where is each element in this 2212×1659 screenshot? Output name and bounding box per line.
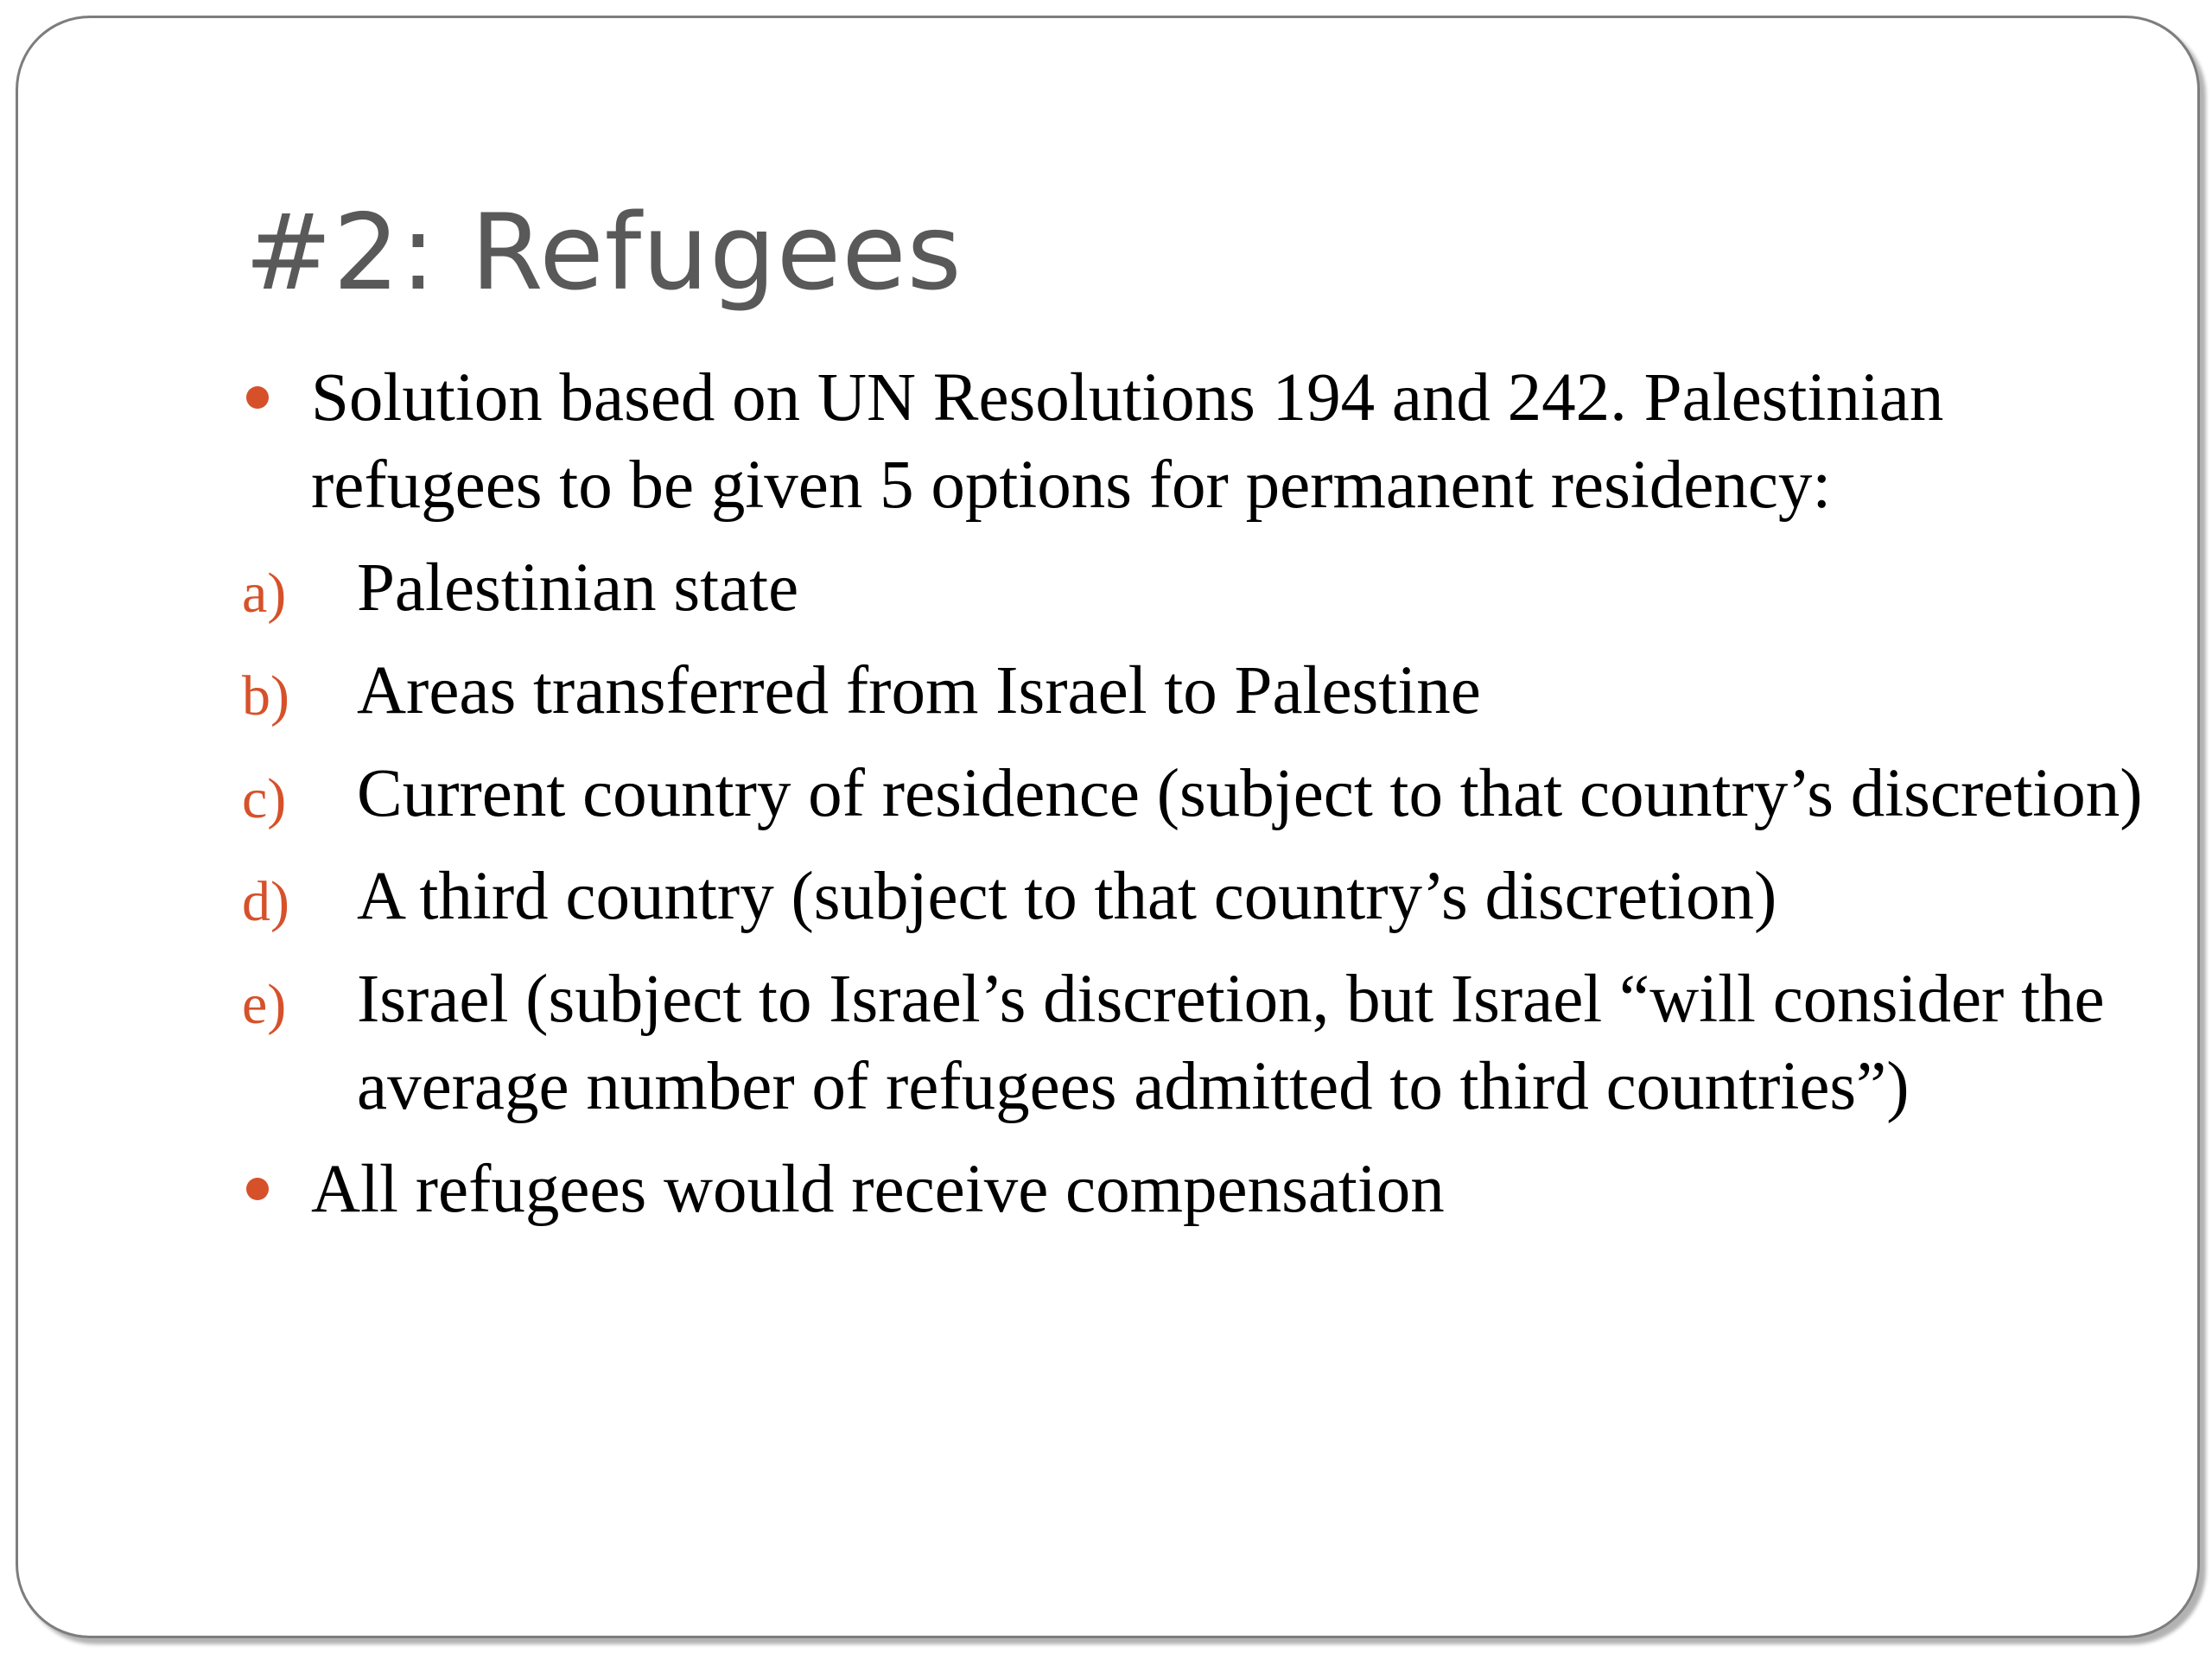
- option-marker: a): [242, 562, 287, 625]
- option-marker: c): [242, 767, 287, 830]
- option-item-e: [242, 956, 2169, 1130]
- option-marker: e): [242, 973, 287, 1036]
- option-marker: b): [242, 664, 289, 728]
- option-text: Current country of residence (subject to that country’s discretion): [357, 756, 2143, 831]
- option-item-b: [242, 647, 2169, 734]
- option-text: Palestinian state: [357, 550, 799, 626]
- bullet-text: Solution based on UN Resolutions 194 and 242. Palestinian refugees to be given 5 options for permanent residency:: [311, 360, 1944, 523]
- bullet-item: [242, 354, 2169, 529]
- option-text: A third country (subject to that country’s discretion): [357, 859, 1777, 934]
- option-item-d: [242, 853, 2169, 940]
- bullet-text: All refugees would receive compensation: [311, 1152, 1445, 1227]
- bullet-item: [242, 1146, 2169, 1233]
- slide-title: #2: Refugees: [245, 192, 963, 314]
- option-text: Areas transferred from Israel to Palestine: [357, 653, 1481, 728]
- option-item-a: [242, 544, 2169, 632]
- option-item-c: [242, 750, 2169, 837]
- slide-body: [242, 354, 2169, 1249]
- bullet-dot-icon: [246, 1178, 269, 1200]
- option-marker: d): [242, 870, 289, 933]
- option-text: Israel (subject to Israel’s discretion, but Israel “will consider the average number of refugees admitted to third countries”): [357, 962, 2105, 1124]
- bullet-dot-icon: [246, 386, 269, 409]
